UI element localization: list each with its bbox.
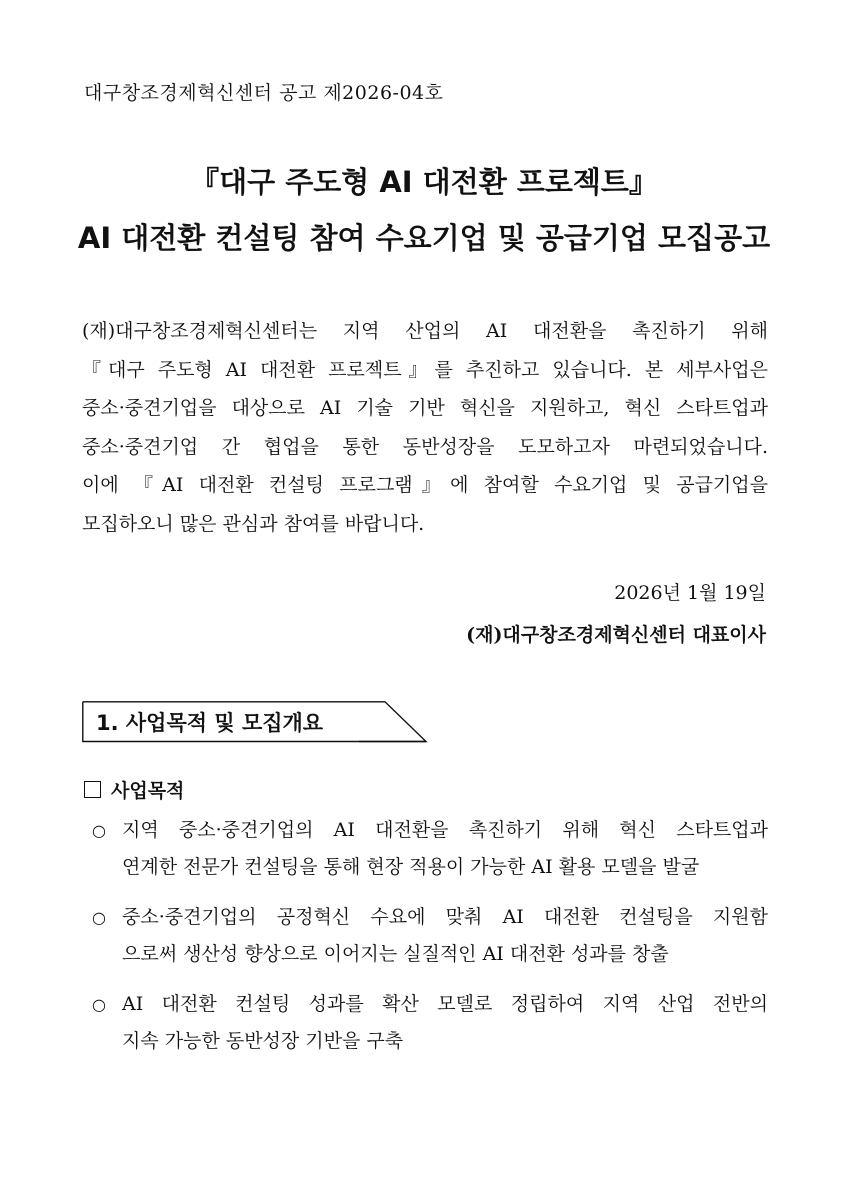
intro-line: (재)대구창조경제혁신센터는 지역 산업의 AI 대전환을 촉진하기 위해: [82, 320, 768, 342]
bullet-text: [122, 899, 768, 973]
notice-date: 2026년 1월 19일: [614, 582, 766, 604]
bullet-text: [122, 812, 768, 886]
bullet-line: 연계한 전문가 컨설팅을 통해 현장 적용이 가능한 AI 활용 모델을 발굴: [122, 856, 700, 878]
section-heading-box: [82, 701, 427, 742]
issuer: (재)대구창조경제혁신센터 대표이사: [466, 624, 766, 646]
checkbox-square-icon: [84, 781, 101, 798]
intro-line: 이에 『AI 대전환 컨설팅 프로그램』에 참여할 수요기업 및 공급기업을: [82, 474, 768, 496]
subheading-purpose: [84, 776, 184, 803]
subheading-label: 사업목적: [111, 780, 185, 802]
intro-paragraph: [82, 312, 768, 543]
circle-bullet-icon: ○: [92, 821, 106, 840]
title-line-1: 『대구 주도형 AI 대전환 프로젝트』: [190, 165, 658, 199]
circle-bullet-icon: ○: [92, 908, 106, 927]
bullet-line: 지역 중소·중견기업의 AI 대전환을 촉진하기 위해 혁신 스타트업과: [122, 819, 768, 841]
bullet-line: 으로써 생산성 향상으로 이어지는 실질적인 AI 대전환 성과를 창출: [122, 943, 669, 965]
section-title: 1. 사업목적 및 모집개요: [96, 711, 324, 735]
title-line-2: AI 대전환 컨설팅 참여 수요기업 및 공급기업 모집공고: [77, 221, 771, 255]
bullet-line: 지속 가능한 동반성장 기반을 구축: [122, 1030, 404, 1052]
notice-number: 대구창조경제혁신센터 공고 제2026-04호: [84, 82, 444, 104]
intro-line: 중소·중견기업을 대상으로 AI 기술 기반 혁신을 지원하고, 혁신 스타트업과: [82, 397, 768, 419]
intro-line: 모집하오니 많은 관심과 참여를 바랍니다.: [82, 512, 425, 535]
intro-line: 중소·중견기업 간 협업을 통한 동반성장을 도모하고자 마련되었습니다.: [82, 435, 768, 458]
bullet-line: AI 대전환 컨설팅 성과를 확산 모델로 정립하여 지역 산업 전반의: [122, 993, 768, 1015]
intro-line: 『대구 주도형 AI 대전환 프로젝트』를 추진하고 있습니다. 본 세부사업은: [82, 358, 768, 381]
circle-bullet-icon: ○: [92, 995, 106, 1014]
bullet-text: [122, 986, 768, 1060]
bullet-line: 중소·중견기업의 공정혁신 수요에 맞춰 AI 대전환 컨설팅을 지원함: [122, 906, 768, 928]
